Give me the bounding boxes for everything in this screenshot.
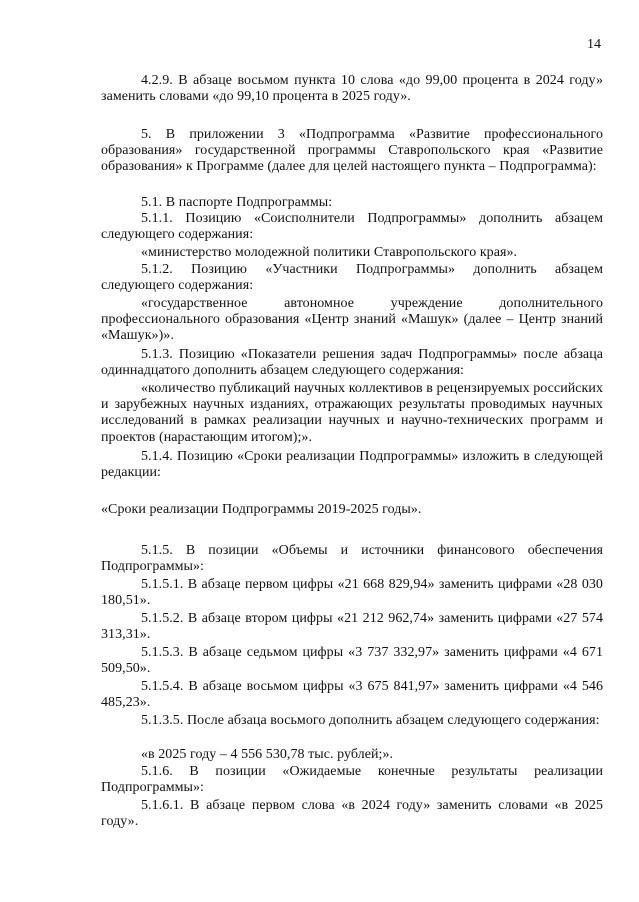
paragraph-5-1-2-text: «государственное автономное учреждение дополнительного профессионального образования «Центр знаний «Машук» (далее – Центр знаний «Машук»)».	[101, 296, 603, 344]
paragraph-5-1-3: 5.1.3. Позицию «Показатели решения задач Подпрограммы» после абзаца одиннадцатого дополнить абзацем следующего содержания:	[101, 347, 603, 379]
paragraph-5-1-2: 5.1.2. Позицию «Участники Подпрограммы» дополнить абзацем следующего содержания:	[101, 262, 603, 294]
paragraph-5-1-4: 5.1.4. Позицию «Сроки реализации Подпрограммы» изложить в следующей редакции:	[101, 449, 603, 481]
paragraph-4-2-9: 4.2.9. В абзаце восьмом пункта 10 слова «до 99,00 процента в 2024 году» заменить словами «до 99,10 процента в 2025 году».	[101, 73, 603, 105]
paragraph-5-1-5-1: 5.1.5.1. В абзаце первом цифры «21 668 829,94» заменить цифрами «28 030 180,51».	[101, 577, 603, 609]
paragraph-5-1-3-text: «количество публикаций научных коллективов в рецензируемых российских и зарубежных научных изданиях, отражающих результаты проводимых научных исследований в рамках реализации научных и научно-технических программ и проектов (нарастающим итогом);».	[101, 381, 603, 445]
paragraph-5-1-5-2: 5.1.5.2. В абзаце втором цифры «21 212 962,74» заменить цифрами «27 574 313,31».	[101, 611, 603, 643]
paragraph-5-1-5-4: 5.1.5.4. В абзаце восьмом цифры «3 675 841,97» заменить цифрами «4 546 485,23».	[101, 679, 603, 711]
paragraph-5-1-3-5-text: «в 2025 году – 4 556 530,78 тыс. рублей;».	[141, 747, 394, 762]
paragraph-5-1-3-5: 5.1.3.5. После абзаца восьмого дополнить абзацем следующего содержания:	[141, 713, 600, 728]
paragraph-5-1-6-1: 5.1.6.1. В абзаце первом слова «в 2024 году» заменить словами «в 2025 году».	[101, 798, 603, 830]
paragraph-5-1-5-3: 5.1.5.3. В абзаце седьмом цифры «3 737 332,97» заменить цифрами «4 671 509,50».	[101, 645, 603, 677]
paragraph-5: 5. В приложении 3 «Подпрограмма «Развитие профессионального образования» государственной программы Ставропольского края «Развитие образования» к Программе (далее для целей настоящего пункта – Подпрограмма):	[101, 127, 603, 175]
paragraph-5-1-5: 5.1.5. В позиции «Объемы и источники финансового обеспечения Подпрограммы»:	[101, 543, 603, 575]
paragraph-5-1-4-text: «Сроки реализации Подпрограммы 2019-2025 годы».	[101, 502, 422, 517]
page-number: 14	[587, 37, 601, 52]
paragraph-5-1: 5.1. В паспорте Подпрограммы:	[141, 195, 333, 210]
paragraph-5-1-1-text: «министерство молодежной политики Ставропольского края».	[141, 245, 518, 260]
paragraph-5-1-6: 5.1.6. В позиции «Ожидаемые конечные результаты реализации Подпрограммы»:	[101, 764, 603, 796]
paragraph-5-1-1: 5.1.1. Позицию «Соисполнители Подпрограммы» дополнить абзацем следующего содержания:	[101, 211, 603, 243]
